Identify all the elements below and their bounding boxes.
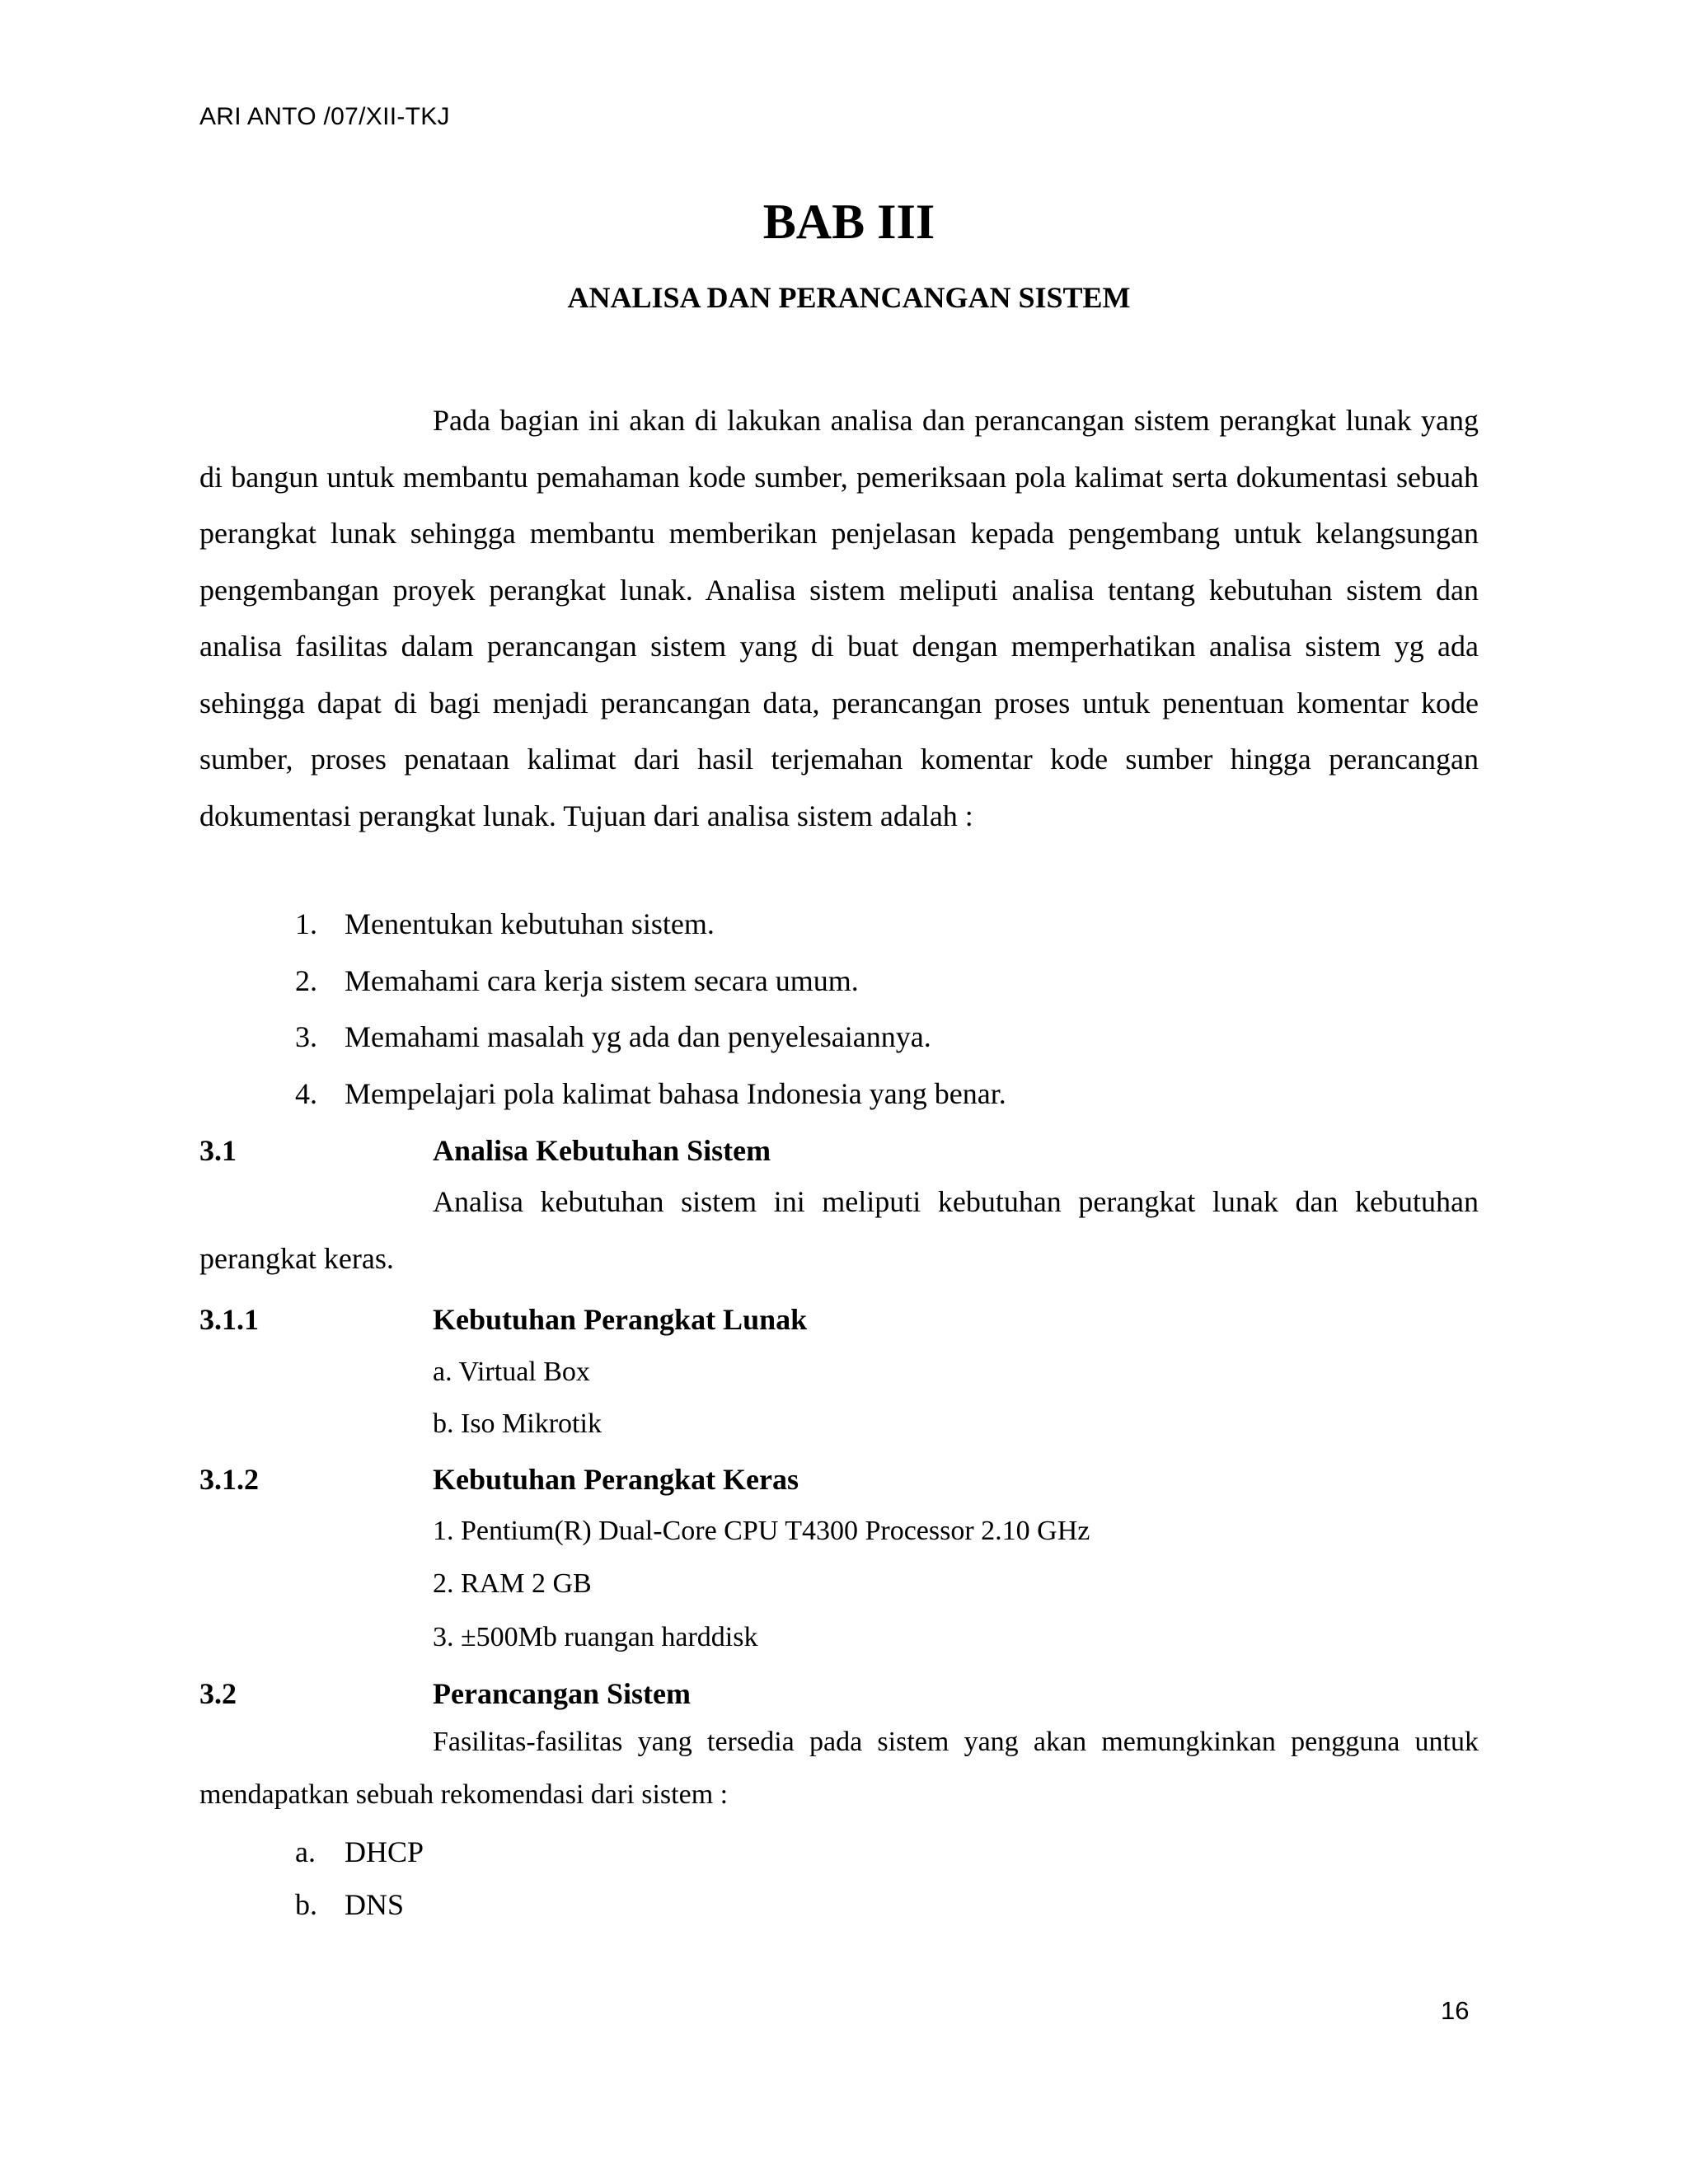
list-item: 1. Menentukan kebutuhan sistem. <box>295 907 715 940</box>
list-item: 2. RAM 2 GB <box>433 1568 592 1599</box>
section-title: Kebutuhan Perangkat Lunak <box>433 1303 808 1336</box>
section-title: Perancangan Sistem <box>433 1677 691 1710</box>
list-item: 3. ±500Mb ruangan harddisk <box>433 1622 758 1652</box>
section-title: Kebutuhan Perangkat Keras <box>433 1463 799 1496</box>
list-item: b. Iso Mikrotik <box>433 1408 602 1439</box>
list-item: 1. Pentium(R) Dual-Core CPU T4300 Processor 2.10 GHz <box>433 1516 1090 1546</box>
list-item: 4. Mempelajari pola kalimat bahasa Indonesia yang benar. <box>295 1077 1006 1111</box>
list-item: 2. Memahami cara kerja sistem secara umum. <box>295 963 859 997</box>
section-paragraph: Analisa kebutuhan sistem ini meliputi kebutuhan perangkat lunak dan kebutuhan perangkat keras. <box>199 1185 1479 1275</box>
section-number: 3.2 <box>199 1677 237 1710</box>
chapter-title: BAB III <box>762 194 935 249</box>
list-item: 3. Memahami masalah yg ada dan penyelesaiannya. <box>295 1020 931 1054</box>
section-paragraph: Fasilitas-fasilitas yang tersedia pada sistem yang akan memungkinkan pengguna untuk mendapatkan sebuah rekomendasi dari sistem : <box>199 1727 1479 1810</box>
section-number: 3.1.1 <box>199 1303 259 1336</box>
section-title: Analisa Kebutuhan Sistem <box>433 1134 771 1167</box>
page-number: 16 <box>1441 1996 1470 2025</box>
section-number: 3.1.2 <box>199 1463 259 1496</box>
page-header: ARI ANTO /07/XII-TKJ <box>199 103 450 130</box>
goals-list <box>295 896 1482 1122</box>
facilities-list <box>295 1825 1119 1931</box>
list-item: a. Virtual Box <box>433 1357 590 1387</box>
list-item: b. DNS <box>295 1888 405 1921</box>
list-item: a. DHCP <box>295 1835 424 1868</box>
intro-paragraph: Pada bagian ini akan di lakukan analisa dan perancangan sistem perangkat lunak yang di bangun untuk membantu pemahaman kode sumber, pemeriksaan pola kalimat serta dokumentasi sebuah perangkat lunak sehingga membantu memberikan penjelasan kepada pengembang untuk kelangsungan pengembangan proyek perangkat lunak. Analisa sistem meliputi analisa tentang kebutuhan sistem dan analisa fasilitas dalam perancangan sistem yang di buat dengan memperhatikan analisa sistem yg ada sehingga dapat di bagi menjadi perancangan data, perancangan proses untuk penentuan komentar kode sumber, proses penataan kalimat dari hasil terjemahan komentar kode sumber hingga perancangan dokumentasi perangkat lunak. Tujuan dari analisa sistem adalah : <box>199 404 1479 832</box>
section-number: 3.1 <box>199 1134 237 1167</box>
chapter-subtitle: ANALISA DAN PERANCANGAN SISTEM <box>567 281 1131 314</box>
